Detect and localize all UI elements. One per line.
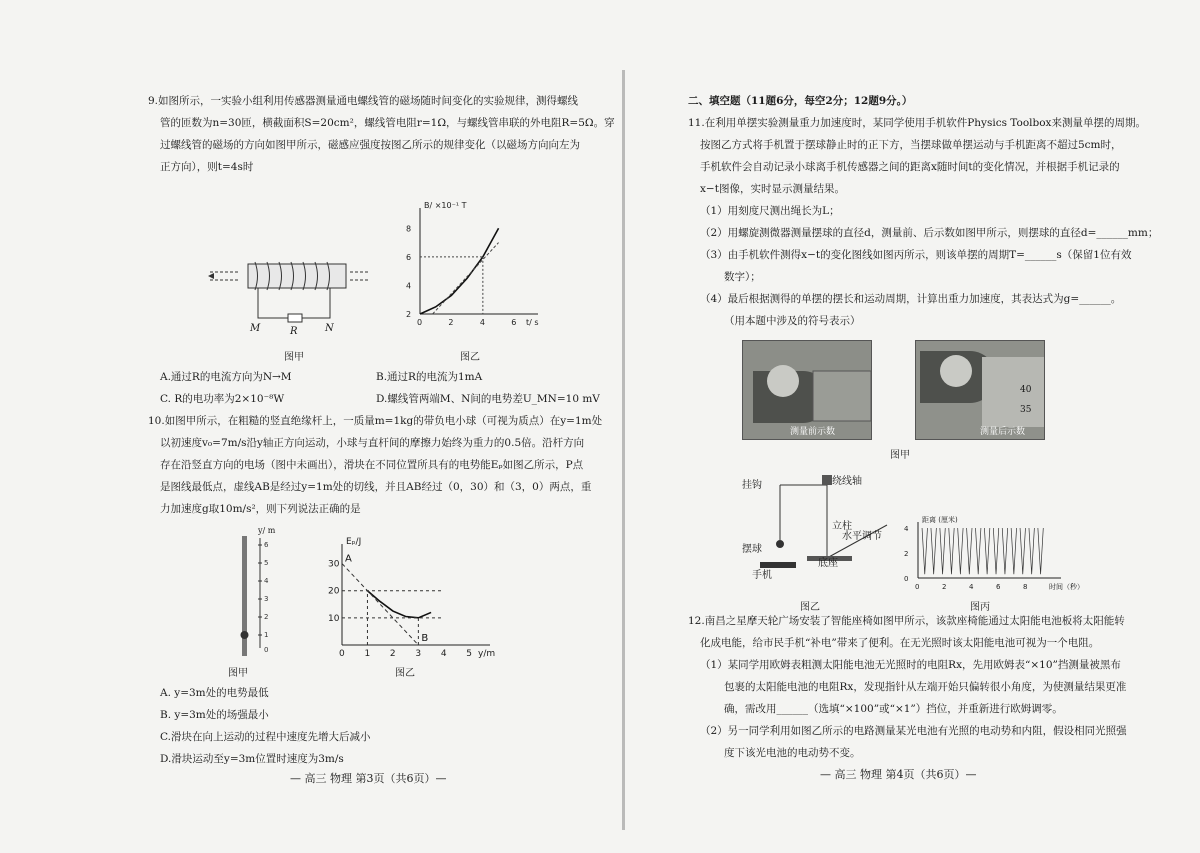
oscillation-mark (1002, 528, 1007, 574)
q11-fig-yi-caption: 图乙 (800, 602, 820, 613)
svg-text:2: 2 (264, 613, 269, 621)
svg-text:5: 5 (264, 559, 269, 567)
oscillation-mark (958, 528, 963, 574)
label-base: 底座 (818, 558, 838, 569)
series-line (420, 228, 499, 314)
q10-option-b: B. y=3m处的场强最小 (160, 709, 269, 721)
scale-mark-35: 35 (1020, 405, 1032, 415)
q11-fig-jia-caption: 图甲 (890, 450, 910, 461)
q9-label-M: M (250, 323, 261, 334)
q11-step1: （1）用刻度尺测出绳长为L； (700, 205, 840, 217)
label-hook: 挂钩 (742, 480, 762, 491)
oscillation-mark (1029, 528, 1034, 574)
oscillation-mark (993, 528, 998, 574)
q9-label-R: R (290, 326, 298, 337)
x-tick-label: 4 (969, 583, 974, 591)
q9-label-N: N (325, 323, 334, 334)
x-tick-label: 5 (466, 649, 473, 659)
svg-text:4: 4 (264, 577, 269, 585)
bt-graph (400, 198, 550, 338)
q12-step1c: 确，需改用______（选填“×100”或“×1”）挡位，并重新进行欧姆调零。 (724, 703, 1063, 715)
x-tick-label: 0 (339, 649, 345, 659)
y-tick-label: 2 (406, 310, 412, 319)
oscillation-mark (940, 528, 945, 574)
q9-line3: 过螺线管的磁场的方向如图甲所示，磁感应强度按图乙所示的规律变化（以磁场方向向左为 (160, 139, 580, 151)
y-tick-label: 8 (406, 224, 412, 234)
oscillation-mark (1020, 528, 1025, 574)
oscillation-mark (967, 528, 972, 574)
tangent-line (433, 243, 499, 314)
y-tick-label: 0 (904, 575, 909, 583)
x-tick-label: 2 (942, 583, 947, 591)
q11-step3b: 数字）； (724, 271, 761, 283)
rod-axis-label: y/ m (258, 526, 276, 535)
y-tick-label: 2 (904, 550, 909, 558)
photo-after-label: 测量后示数 (980, 427, 1026, 437)
y-tick-label: 10 (328, 613, 340, 624)
q12-step1a: （1）某同学用欧姆表粗测太阳能电池无光照时的电阻Rx，先用欧姆表“×10”挡测量被黑布 (700, 659, 1121, 671)
q10-fig-jia-caption: 图甲 (228, 668, 248, 679)
x-tick-label: 3 (415, 649, 422, 659)
q9-fig-jia-caption: 图甲 (284, 352, 304, 363)
scale-mark-40: 40 (1020, 385, 1032, 395)
y-tick-label: 4 (406, 281, 412, 291)
x-tick-label: 0 (417, 318, 423, 327)
label-level: 水平调节 (842, 531, 882, 542)
q9-fig-yi-caption: 图乙 (460, 352, 480, 363)
label-post: 立柱 (832, 521, 852, 532)
label-spool: 绕线轴 (832, 476, 862, 487)
oscillation-mark (1011, 528, 1016, 574)
x-tick-label: 1 (364, 649, 371, 659)
q10-line5: 力加速度g取10m/s²，则下列说法正确的是 (160, 503, 361, 515)
svg-text:3: 3 (264, 595, 269, 603)
rod-figure (230, 530, 290, 660)
q11-line4: x−t图像，实时显示测量结果。 (700, 183, 845, 195)
q12-line1: 12.南昌之星摩天轮广场安装了智能座椅如图甲所示，该款座椅能通过太阳能电池板将太阳能转 (688, 615, 1125, 627)
tangent-ab (342, 564, 418, 645)
svg-text:0: 0 (264, 646, 269, 654)
point-label-A: A (345, 553, 352, 565)
oscillation-mark (922, 528, 927, 574)
right-footer: — 高三 物理 第4页（共6页）— (820, 768, 977, 781)
photo-before-label: 测量前示数 (790, 427, 836, 437)
q9-option-a: A.通过R的电流方向为N→M (160, 371, 292, 383)
left-footer: — 高三 物理 第3页（共6页）— (290, 772, 447, 785)
section-heading: 二、填空题（11题6分，每空2分；12题9分。） (688, 95, 913, 107)
x-tick-label: 6 (996, 583, 1001, 591)
oscillation-mark (984, 528, 989, 574)
q12-step2a: （2）另一同学利用如图乙所示的电路测量某光电池有光照的电动势和内阻，假设相同光照强 (700, 725, 1127, 737)
svg-text:6: 6 (264, 541, 269, 549)
y-axis-label: Eₚ/J (346, 537, 362, 547)
y-tick-label: 6 (406, 252, 412, 262)
q10-option-a: A. y=3m处的电势最低 (160, 687, 269, 699)
left-page (140, 90, 615, 790)
y-tick-label: 4 (904, 525, 909, 533)
x-tick-label: 0 (915, 583, 920, 591)
x-axis-label: t/ s (526, 318, 539, 327)
label-phone: 手机 (752, 570, 772, 581)
oscillation-mark (931, 528, 936, 574)
oscillation-mark (1038, 528, 1043, 574)
q11-line2: 按图乙方式将手机置于摆球静止时的正下方，当摆球做单摆运动与手机距离不超过5cm时， (700, 139, 1122, 151)
x-tick-label: 4 (440, 649, 447, 659)
y-axis-label: 距离 (厘米) (922, 516, 958, 524)
oscillation-mark (976, 528, 981, 574)
x-tick-label: 2 (448, 318, 454, 327)
q11-step2: （2）用螺旋测微器测量摆球的直径d，测量前、后示数如图甲所示，则摆球的直径d=______mm； (700, 227, 1159, 239)
x-axis-label: 时间（秒） (1049, 583, 1084, 591)
q10-line2: 以初速度v₀=7m/s沿y轴正方向运动，小球与直杆间的摩擦力始终为重力的0.5倍。沿杆方向 (160, 437, 585, 449)
q12-step2b: 度下该光电池的电动势不变。 (724, 747, 861, 759)
q12-line2: 化成电能，给市民手机“补电”带来了便利。在无光照时该太阳能电池可视为一个电阻。 (700, 637, 1100, 649)
y-tick-label: 30 (328, 559, 340, 570)
q10-line3: 存在沿竖直方向的电场（图中未画出），滑块在不同位置所具有的电势能Eₚ如图乙所示，P点 (160, 459, 584, 471)
q9-line1: 9.如图所示，一实验小组利用传感器测量通电螺线管的磁场随时间变化的实验规律，测得螺线 (148, 95, 579, 107)
q9-line4: 正方向），则t=4s时 (160, 161, 254, 173)
y-axis-label: B/ ×10⁻¹ T (424, 201, 467, 210)
x-tick-label: 2 (389, 649, 396, 659)
y-tick-label: 20 (328, 586, 340, 597)
q9-line2: 管的匝数为n=30匝，横截面积S=20cm²，螺线管电阻r=1Ω，与螺线管串联的外电阻R=5Ω。穿 (160, 117, 615, 129)
svg-text:1: 1 (264, 631, 269, 639)
q11-step3a: （3）由手机软件测得x−t的变化图线如图丙所示，则该单摆的周期T=______s（保留1位有效 (700, 249, 1132, 261)
q10-option-c: C.滑块在向上运动的过程中速度先增大后减小 (160, 731, 371, 743)
x-tick-label: 4 (479, 318, 485, 327)
page-fold (622, 70, 625, 830)
label-ball: 摆球 (742, 544, 762, 555)
q11-step4a: （4）最后根据测得的单摆的摆长和运动周期，计算出重力加速度，其表达式为g=______。 (700, 293, 1122, 305)
q9-option-d: D.螺线管两端M、N间的电势差U_MN=10 mV (376, 393, 600, 405)
solenoid-figure (200, 250, 370, 335)
q10-option-d: D.滑块运动至y=3m位置时速度为3m/s (160, 753, 344, 765)
q10-line4: 是图线最低点，虚线AB是经过y=1m处的切线，并且AB经过（0，30）和（3，0）两点，重 (160, 481, 592, 493)
q10-line1: 10.如图甲所示，在粗糙的竖直绝缘杆上，一质量m=1kg的带负电小球（可视为质点）在y=1m处 (148, 415, 603, 427)
q11-step4b: （用本题中涉及的符号表示） (724, 315, 861, 327)
q11-fig-bing-caption: 图丙 (970, 602, 990, 613)
q11-line1: 11.在利用单摆实验测量重力加速度时，某同学使用手机软件Physics Toolbox来测量单摆的周期。 (688, 117, 1146, 129)
series-line (367, 591, 431, 618)
q11-line3: 手机软件会自动记录小球离手机传感器之间的距离x随时间t的变化情况，并根据手机记录的 (700, 161, 1120, 173)
x-tick-label: 8 (1023, 583, 1028, 591)
x-tick-label: 6 (511, 318, 517, 327)
q12-step1b: 包裹的太阳能电池的电阻Rx，发现指针从左端开始只偏转很小角度，为使测量结果更准 (724, 681, 1127, 693)
oscillation-mark (949, 528, 954, 574)
q9-option-b: B.通过R的电流为1mA (376, 371, 483, 383)
ep-graph (320, 530, 510, 660)
right-page (680, 90, 1159, 790)
q10-fig-yi-caption: 图乙 (395, 668, 415, 679)
xt-graph (898, 516, 1084, 595)
q9-option-c: C. R的电功率为2×10⁻⁸W (160, 393, 285, 405)
x-axis-label: y/m (478, 649, 496, 659)
point-label-B: B (421, 633, 429, 644)
